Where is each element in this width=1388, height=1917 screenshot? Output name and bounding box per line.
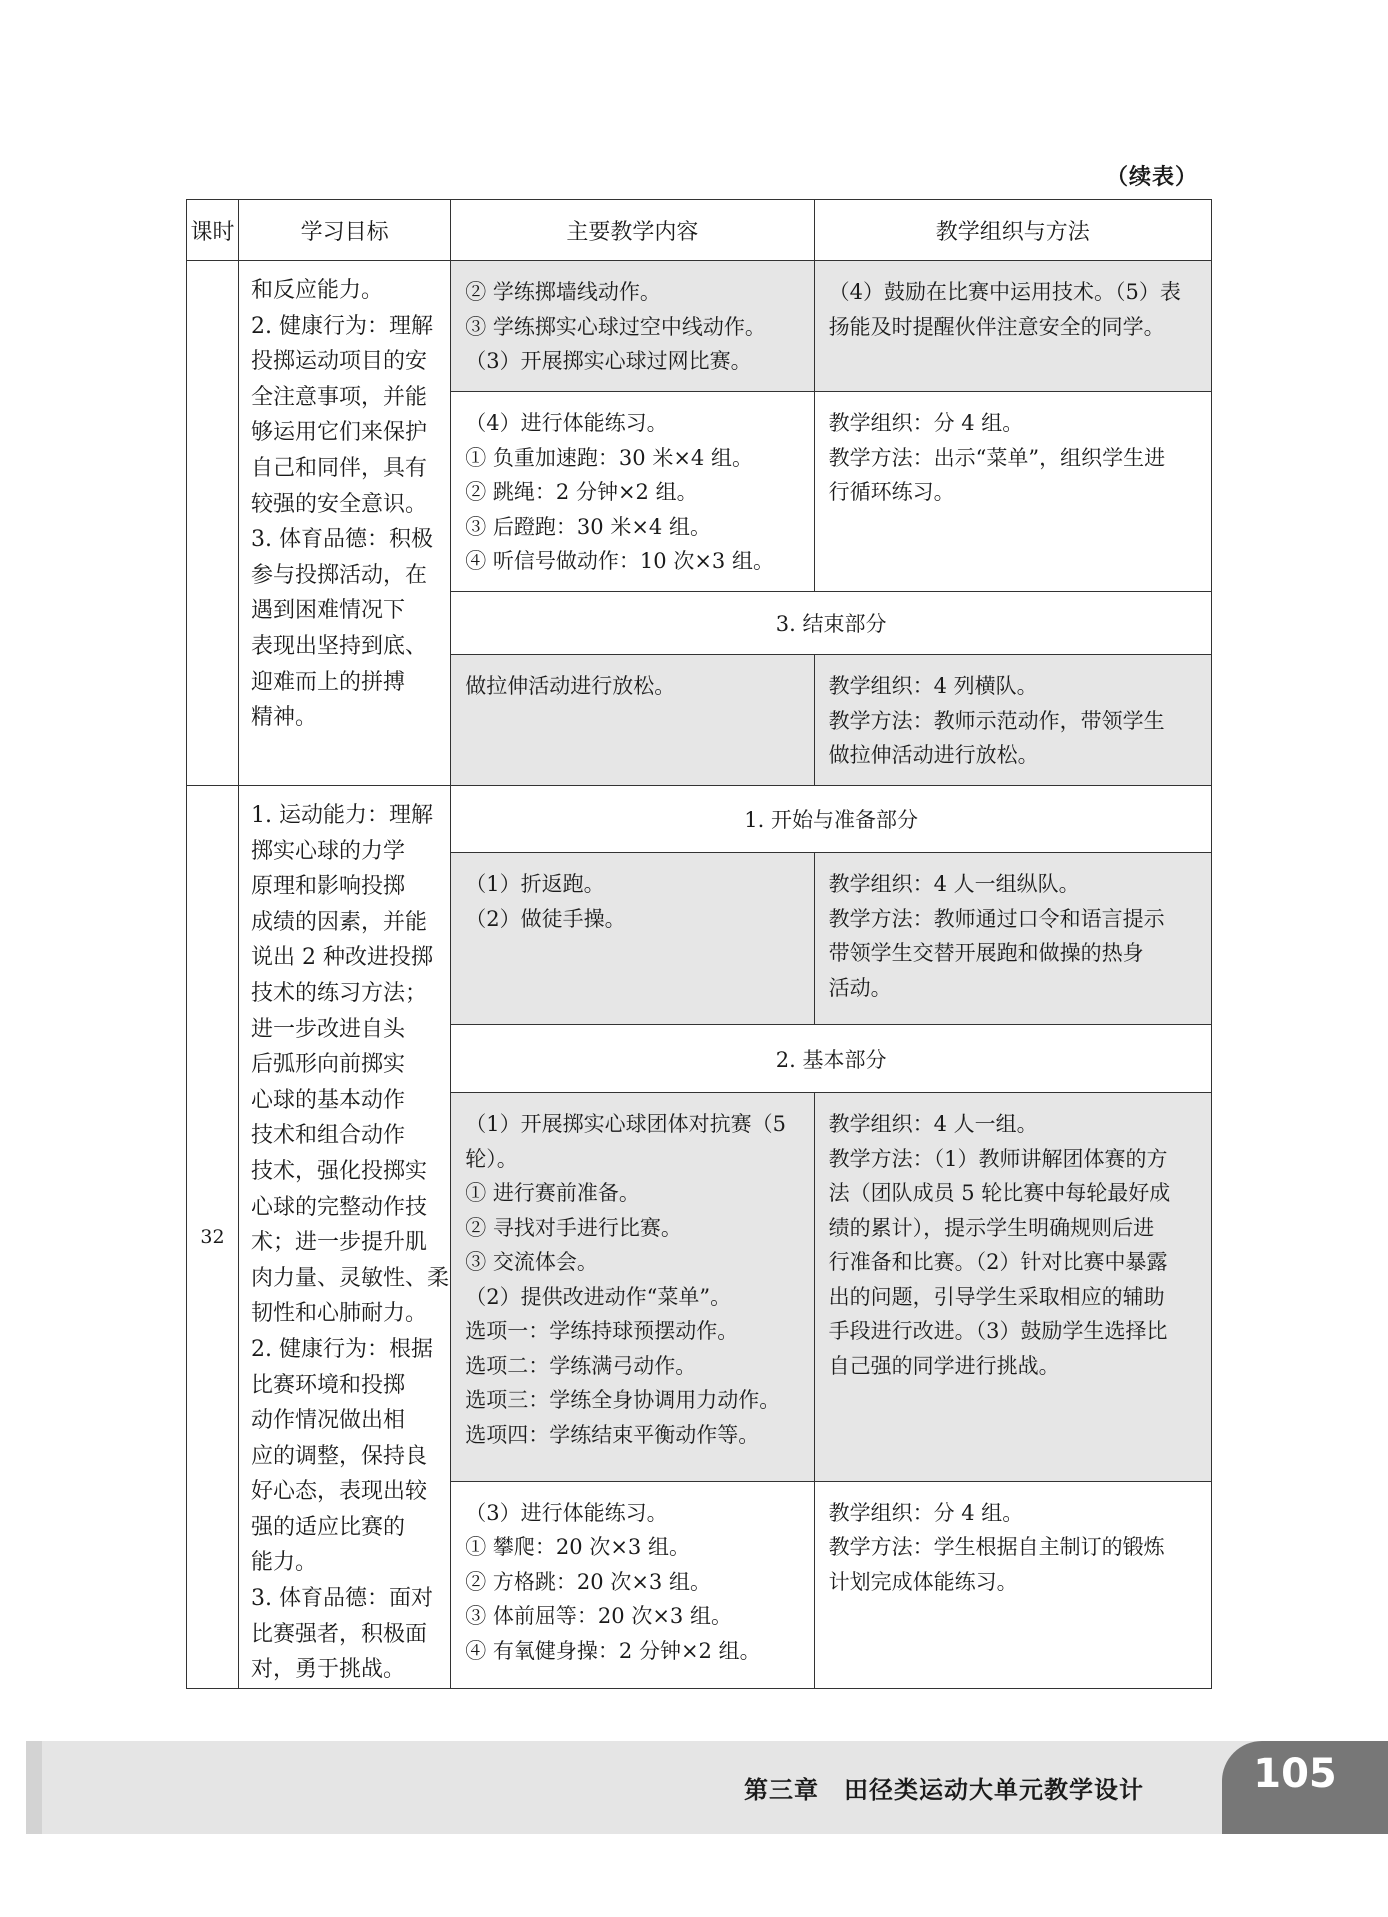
page-number: 105 [1253, 1751, 1337, 1797]
table-header-row [187, 200, 1212, 261]
continued-label: （续表） [1106, 165, 1199, 190]
method-cell: 教学组织：分 4 组。 教学方法：出示“菜单”，组织学生进 行循环练习。 [814, 392, 1211, 592]
lesson-number: 32 [187, 786, 239, 1689]
method-cell: 教学组织：分 4 组。 教学方法：学生根据自主制订的锻炼 计划完成体能练习。 [814, 1481, 1211, 1688]
content-cell: （1）开展掷实心球团体对抗赛（5 轮）。 ① 进行赛前准备。 ② 寻找对手进行比赛。 ③ 交流体会。 （2）提供改进动作“菜单”。 选项一：学练持球预摆动作。 选项二：学练满弓动作。 选项三：学练全身协调用力动作。 选项四：学练结束平衡动作等。 [451, 1093, 814, 1481]
goal-cell: 1. 运动能力：理解 掷实心球的力学 原理和影响投掷 成绩的因素，并能 说出 2 种改进投掷 技术的练习方法； 进一步改进自头 后弧形向前掷实 心球的基本动作 技术和组合动作 技术，强化投掷实 心球的完整动作技 术；进一步提升肌 肉力量、灵敏性、柔 韧性和心肺耐力。 2. 健康行为：根据 比赛环境和投掷 动作情况做出相 应的调整，保持良 好心态，表现出较 强的适应比赛的 能力。 3. 体育品德：面对 比赛强者，积极面 对，勇于挑战。 [239, 786, 451, 1689]
section-title: 1. 开始与准备部分 [451, 786, 1212, 853]
footer-accent-bar [26, 1741, 42, 1834]
method-cell: 教学组织：4 人一组。 教学方法：（1）教师讲解团体赛的方 法（团队成员 5 轮比赛中每轮最好成 绩的累计），提示学生明确规则后进 行准备和比赛。（2）针对比赛中暴露 出的问题，引导学生采取相应的辅助 手段进行改进。（3）鼓励学生选择比 自己强的同学进行挑战。 [814, 1093, 1211, 1481]
content-cell: ② 学练掷墙线动作。 ③ 学练掷实心球过空中线动作。 （3）开展掷实心球过网比赛。 [451, 261, 814, 392]
content-cell: （3）进行体能练习。 ① 攀爬：20 次×3 组。 ② 方格跳：20 次×3 组。 ③ 体前屈等：20 次×3 组。 ④ 有氧健身操：2 分钟×2 组。 [451, 1481, 814, 1688]
content-cell: （4）进行体能练习。 ① 负重加速跑：30 米×4 组。 ② 跳绳：2 分钟×2 组。 ③ 后蹬跑：30 米×4 组。 ④ 听信号做动作：10 次×3 组。 [451, 392, 814, 592]
goal-cell: 和反应能力。 2. 健康行为：理解 投掷运动项目的安 全注意事项，并能 够运用它们来保护 自己和同伴，具有 较强的安全意识。 3. 体育品德：积极 参与投掷活动，在 遇到困难情况下 表现出坚持到底、 迎难而上的拼搏 精神。 [239, 261, 451, 786]
header-goal: 学习目标 [239, 200, 451, 261]
section-title: 2. 基本部分 [451, 1025, 1212, 1093]
section-row [187, 786, 1212, 853]
content-cell: 做拉伸活动进行放松。 [451, 655, 814, 786]
lesson-plan-table [186, 199, 1212, 1689]
section-title: 3. 结束部分 [451, 592, 1212, 655]
method-cell: 教学组织：4 人一组纵队。 教学方法：教师通过口令和语言提示 带领学生交替开展跑和做操的热身 活动。 [814, 853, 1211, 1025]
content-cell: （1）折返跑。 （2）做徒手操。 [451, 853, 814, 1025]
footer-band [26, 1741, 1361, 1834]
header-content: 主要教学内容 [451, 200, 814, 261]
lesson-cell [187, 261, 239, 786]
header-method: 教学组织与方法 [814, 200, 1211, 261]
method-cell: （4）鼓励在比赛中运用技术。（5）表 扬能及时提醒伙伴注意安全的同学。 [814, 261, 1211, 392]
header-lesson: 课时 [187, 200, 239, 261]
method-cell: 教学组织：4 列横队。 教学方法：教师示范动作，带领学生 做拉伸活动进行放松。 [814, 655, 1211, 786]
chapter-title: 第三章 田径类运动大单元教学设计 [744, 1776, 1144, 1804]
table-row [187, 261, 1212, 392]
